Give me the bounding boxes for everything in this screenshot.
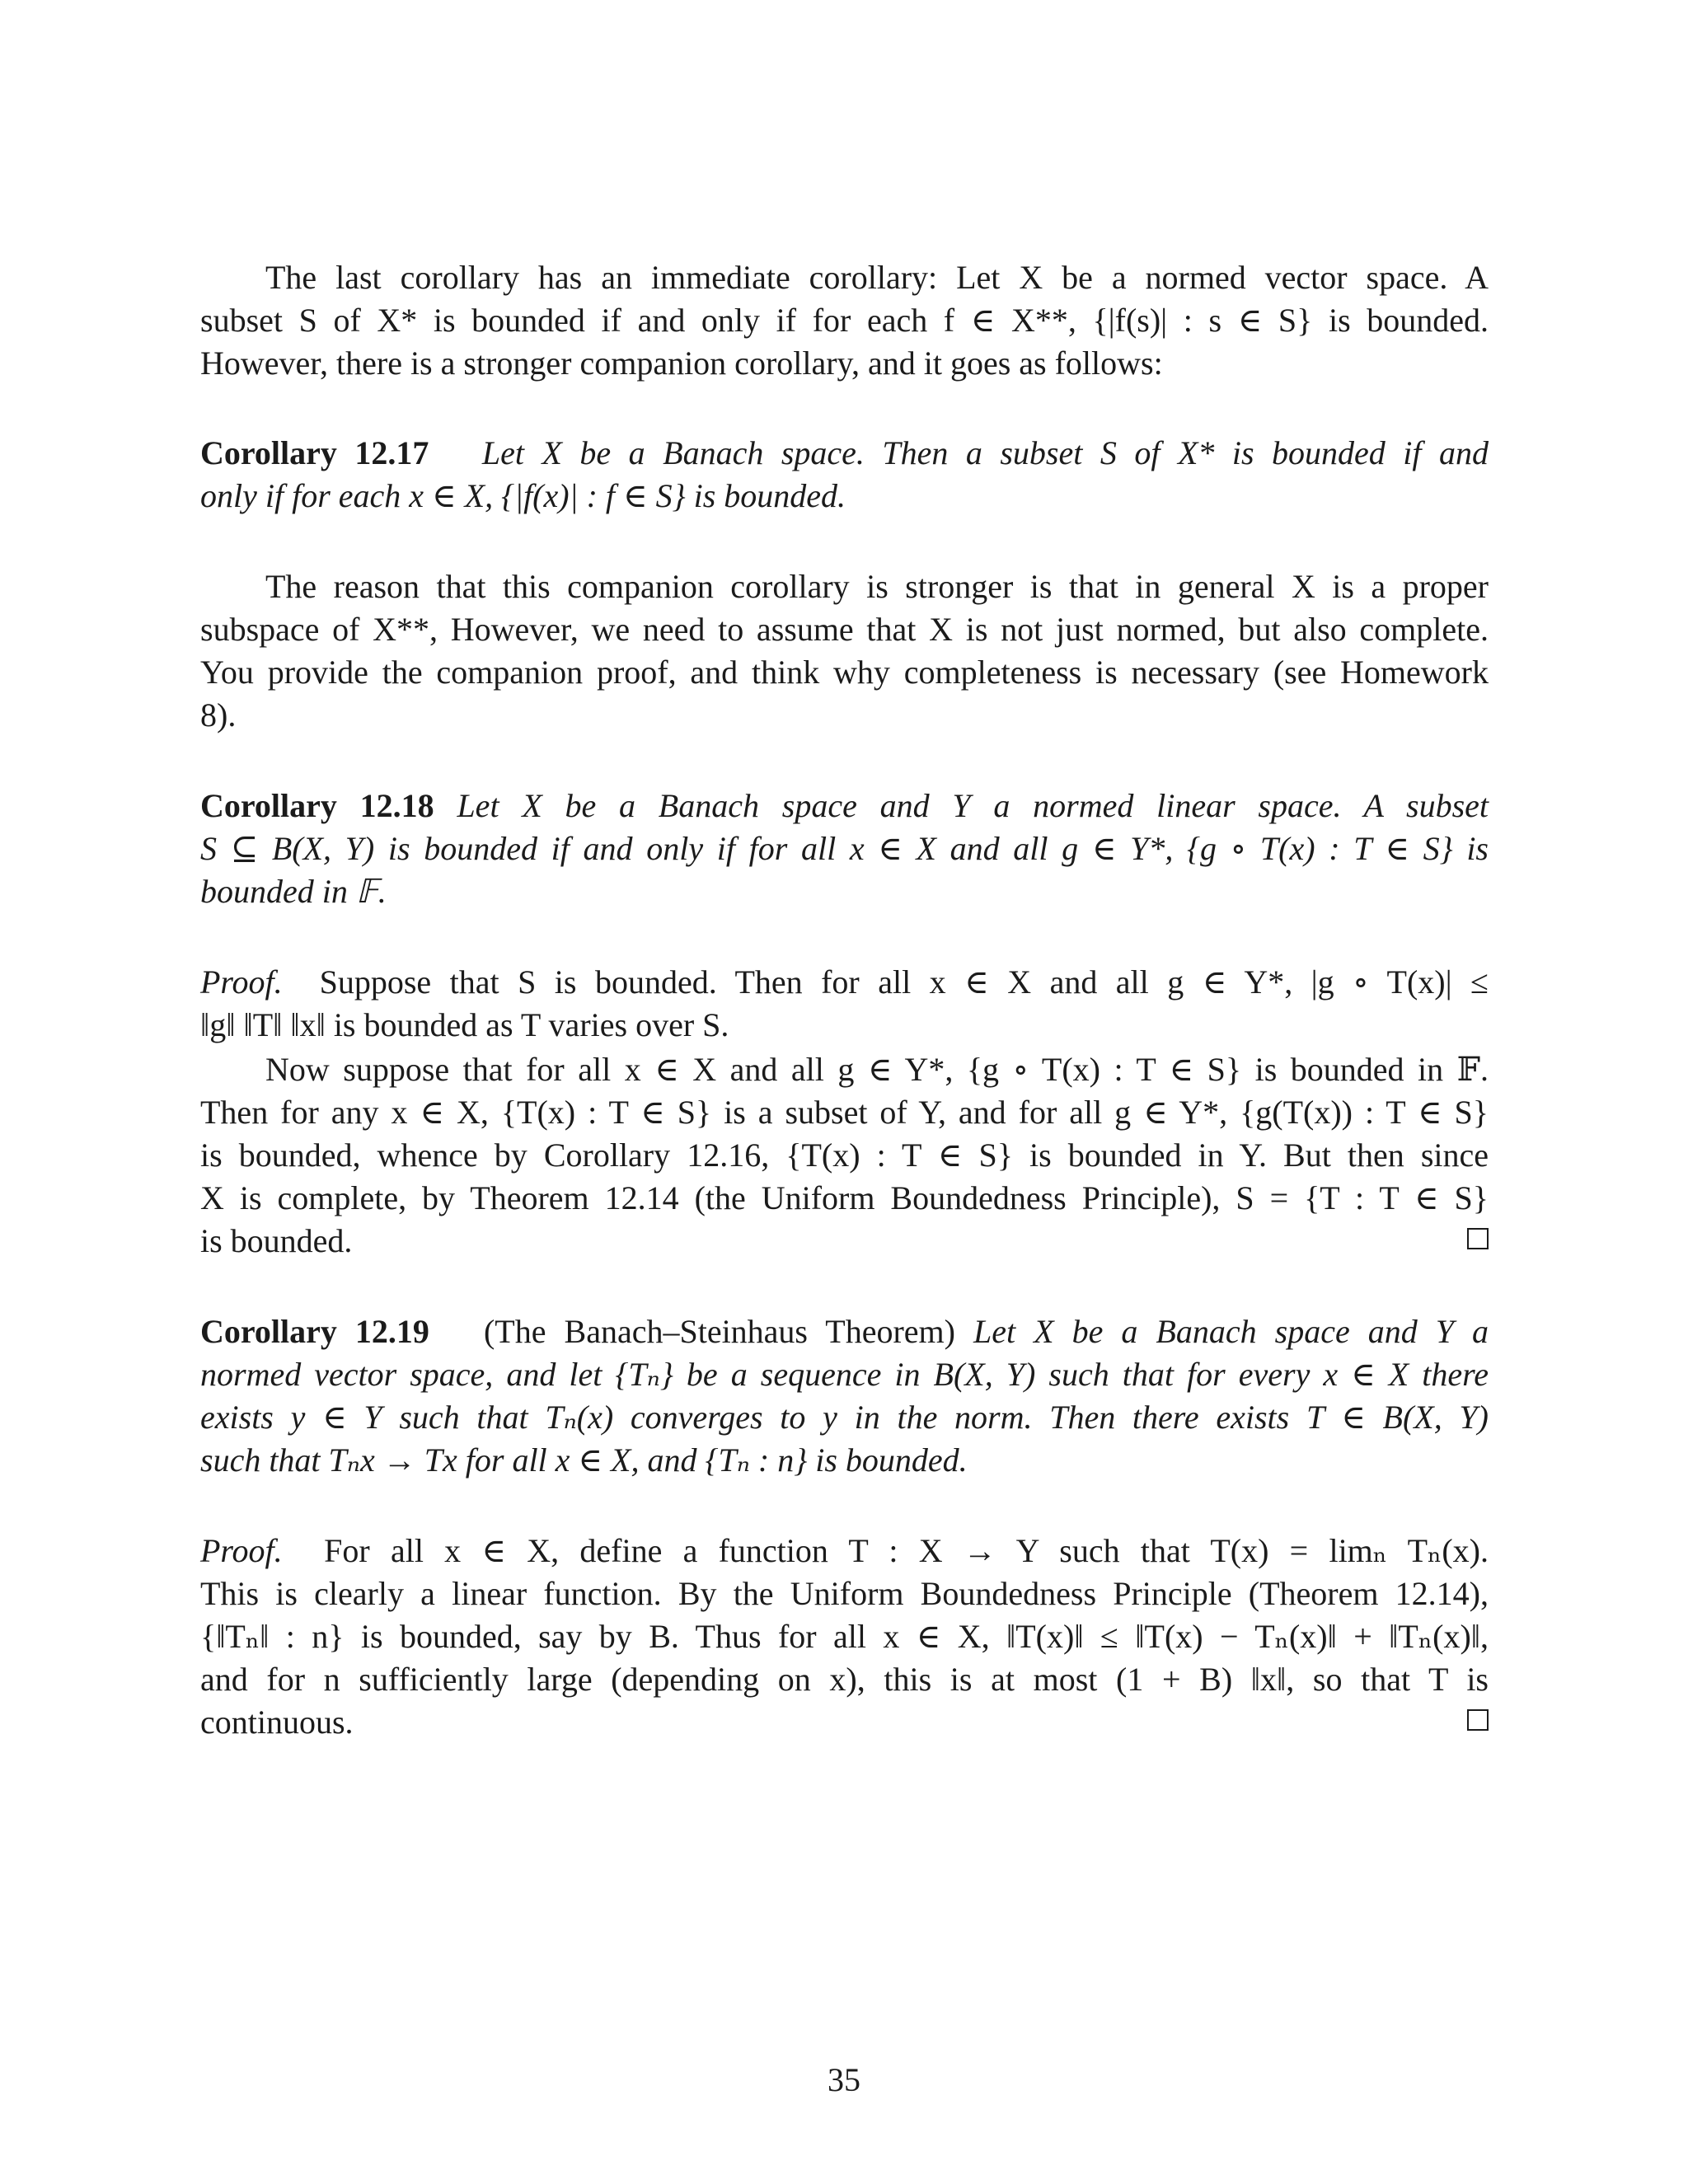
reason-line-4: 8). [200,696,237,733]
corollary-12-18-line-2: S ⊆ B(X, Y) is bounded if and only if for all x ∈ X and all g ∈ Y*, {g ∘ T(x) : T ∈ S} is [200,830,1489,867]
reason-line-2: subspace of X**, However, we need to assume that X is not just normed, but also complete. [200,611,1489,648]
proof-1-line-7 [200,1220,1489,1263]
proof-2-line-5 [200,1701,1489,1744]
reason-line-1: The reason that this companion corollary is stronger is that in general X is a proper [265,568,1489,605]
corollary-12-18-text: Let X be a Banach space and Y a normed linear space. A subset [457,787,1489,824]
qed-square-icon [1467,1709,1489,1731]
reason-line-3: You provide the companion proof, and think why completeness is necessary (see Homework [200,654,1489,691]
proof-1-line-2: ‖g‖ ‖T‖ ‖x‖ is bounded as T varies over S. [200,1006,729,1043]
corollary-12-17-line-1 [200,432,1489,475]
proof-1-label: Proof. [200,963,283,1001]
corollary-12-18-line-1 [200,785,1489,827]
corollary-12-19-text: Let X be a Banach space and Y a [973,1313,1489,1350]
proof-1-line-3: Now suppose that for all x ∈ X and all g ∈ Y*, {g ∘ T(x) : T ∈ S} is bounded in 𝔽. [265,1051,1489,1088]
proof-1-line-1 [200,961,1489,1004]
corollary-12-19-heading: Corollary 12.19 [200,1313,429,1350]
page-number: 35 [828,2061,860,2098]
corollary-12-19-line-4: such that Tₙx → Tx for all x ∈ X, and {Tₙ : n} is bounded. [200,1441,968,1479]
proof-2-line-2: This is clearly a linear function. By the Uniform Boundedness Principle (Theorem 12.14), [200,1575,1489,1612]
proof-2-line-3: {‖Tₙ‖ : n} is bounded, say by B. Thus for all x ∈ X, ‖T(x)‖ ≤ ‖T(x) − Tₙ(x)‖ + ‖Tₙ(x)‖, [200,1618,1489,1655]
corollary-12-17-text: Let X be a Banach space. Then a subset S of X* is bounded if and [481,434,1489,471]
proof-2-text-end: continuous. [200,1704,354,1741]
corollary-12-19-line-2: normed vector space, and let {Tₙ} be a sequence in B(X, Y) such that for every x ∈ X there [200,1356,1489,1393]
corollary-12-19-line-3: exists y ∈ Y such that Tₙ(x) converges to y in the norm. Then there exists T ∈ B(X, Y) [200,1399,1489,1436]
proof-1-line-6: X is complete, by Theorem 12.14 (the Uniform Boundedness Principle), S = {T : T ∈ S} [200,1179,1489,1216]
intro-line-1: The last corollary has an immediate corollary: Let X be a normed vector space. A [265,259,1489,296]
proof-2-text: For all x ∈ X, define a function T : X → Y such that T(x) = limₙ Tₙ(x). [324,1532,1489,1569]
corollary-12-17-line-2: only if for each x ∈ X, {|f(x)| : f ∈ S} is bounded. [200,477,846,514]
corollary-12-18-heading: Corollary 12.18 [200,787,434,824]
proof-2-line-4: and for n sufficiently large (depending on x), this is at most (1 + B) ‖x‖, so that T is [200,1661,1489,1698]
corollary-12-19-name: (The Banach–Steinhaus Theorem) [483,1313,955,1350]
proof-1-line-5: is bounded, whence by Corollary 12.16, {T(x) : T ∈ S} is bounded in Y. But then since [200,1137,1489,1174]
intro-line-3: However, there is a stronger companion corollary, and it goes as follows: [200,344,1163,382]
intro-line-2: subset S of X* is bounded if and only if for each f ∈ X**, {|f(s)| : s ∈ S} is bounded. [200,302,1489,339]
qed-square-icon [1467,1228,1489,1249]
corollary-12-19-line-1 [200,1310,1489,1353]
corollary-12-17-heading: Corollary 12.17 [200,434,429,471]
proof-1-text: Suppose that S is bounded. Then for all x ∈ X and all g ∈ Y*, |g ∘ T(x)| ≤ [319,963,1489,1001]
proof-2-label: Proof. [200,1532,283,1569]
corollary-12-18-line-3: bounded in 𝔽. [200,873,387,910]
proof-1-text-end: is bounded. [200,1222,353,1259]
proof-2-line-1 [200,1530,1489,1572]
proof-1-line-4: Then for any x ∈ X, {T(x) : T ∈ S} is a subset of Y, and for all g ∈ Y*, {g(T(x)) : T ∈ S} [200,1094,1489,1131]
